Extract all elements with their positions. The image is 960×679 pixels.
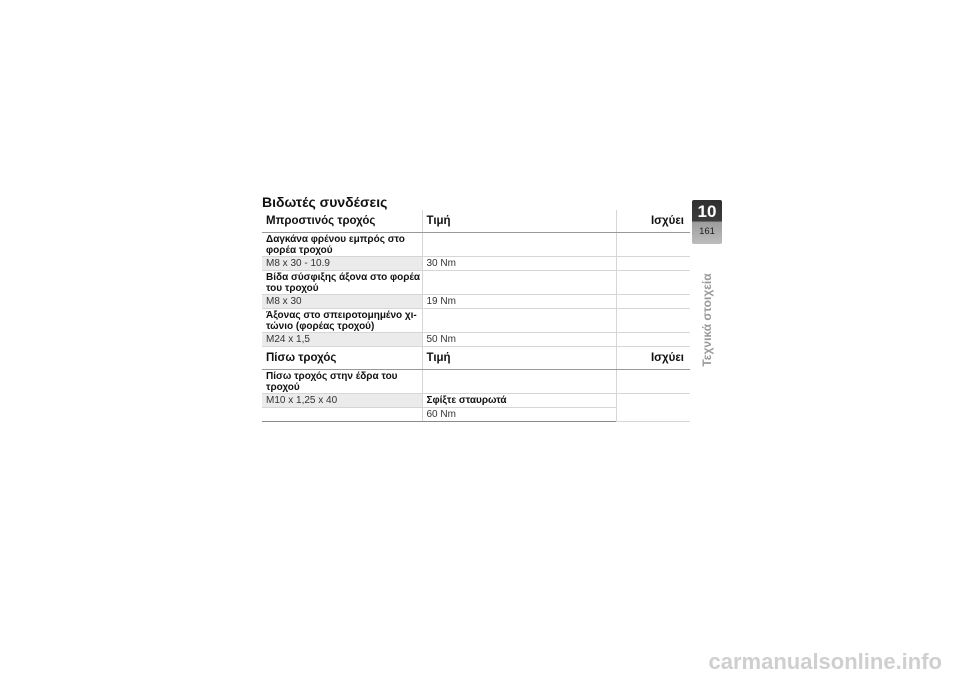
table-row <box>262 333 690 347</box>
item-applies-empty <box>616 257 690 271</box>
item-applies <box>616 233 690 257</box>
front-wheel-header-row <box>262 210 690 233</box>
item-value: 60 Nm <box>422 408 616 422</box>
item-value: 19 Nm <box>422 295 616 309</box>
value-note: Σφίξτε σταυρωτά <box>426 395 507 406</box>
item-value-empty <box>422 370 616 394</box>
chapter-number: 10 <box>697 202 717 221</box>
front-wheel-heading: Μπροστινός τροχός <box>262 210 422 233</box>
table-row <box>262 257 690 271</box>
page-title: Βιδωτές συνδέσεις <box>262 194 388 210</box>
item-value-empty <box>422 233 616 257</box>
item-value: 50 Nm <box>422 333 616 347</box>
applies-column-heading: Ισχύει <box>616 210 690 233</box>
torque-specs-table <box>262 210 690 422</box>
item-label: Πίσω τροχός στην έδρα του τροχού <box>262 370 422 394</box>
rear-wheel-heading: Πίσω τροχός <box>262 347 422 370</box>
page-number: 161 <box>699 226 715 237</box>
item-applies <box>616 309 690 333</box>
item-applies-empty <box>616 333 690 347</box>
table-row <box>262 271 690 295</box>
item-applies <box>616 394 690 422</box>
section-label: Τεχνικά στοιχεία <box>700 273 714 367</box>
watermark: carmanualsonline.info <box>708 649 942 674</box>
table-row <box>262 394 690 408</box>
table-row <box>262 233 690 257</box>
item-spec: M8 x 30 - 10.9 <box>262 257 422 271</box>
value-column-heading: Τιμή <box>422 347 616 370</box>
item-value-empty <box>422 309 616 333</box>
table-row <box>262 295 690 309</box>
item-spec: M10 x 1,25 x 40 <box>262 394 422 408</box>
item-label: Βίδα σύσφιξης άξονα στο φορέα του τροχού <box>262 271 422 295</box>
item-applies <box>616 271 690 295</box>
applies-column-heading: Ισχύει <box>616 347 690 370</box>
item-value-note <box>422 394 616 408</box>
chapter-tab <box>692 200 722 244</box>
item-spec-empty <box>262 408 422 422</box>
item-value: 30 Nm <box>422 257 616 271</box>
item-spec: M24 x 1,5 <box>262 333 422 347</box>
item-label: Άξονας στο σπειροτομημένο χι-τώνιο (φορέας τροχού) <box>262 309 422 333</box>
table-row <box>262 370 690 394</box>
item-applies-empty <box>616 295 690 309</box>
item-applies <box>616 370 690 394</box>
table-row <box>262 309 690 333</box>
item-value-empty <box>422 271 616 295</box>
item-label: Δαγκάνα φρένου εμπρός στο φορέα τροχού <box>262 233 422 257</box>
value-column-heading: Τιμή <box>422 210 616 233</box>
rear-wheel-header-row <box>262 347 690 370</box>
item-spec: M8 x 30 <box>262 295 422 309</box>
